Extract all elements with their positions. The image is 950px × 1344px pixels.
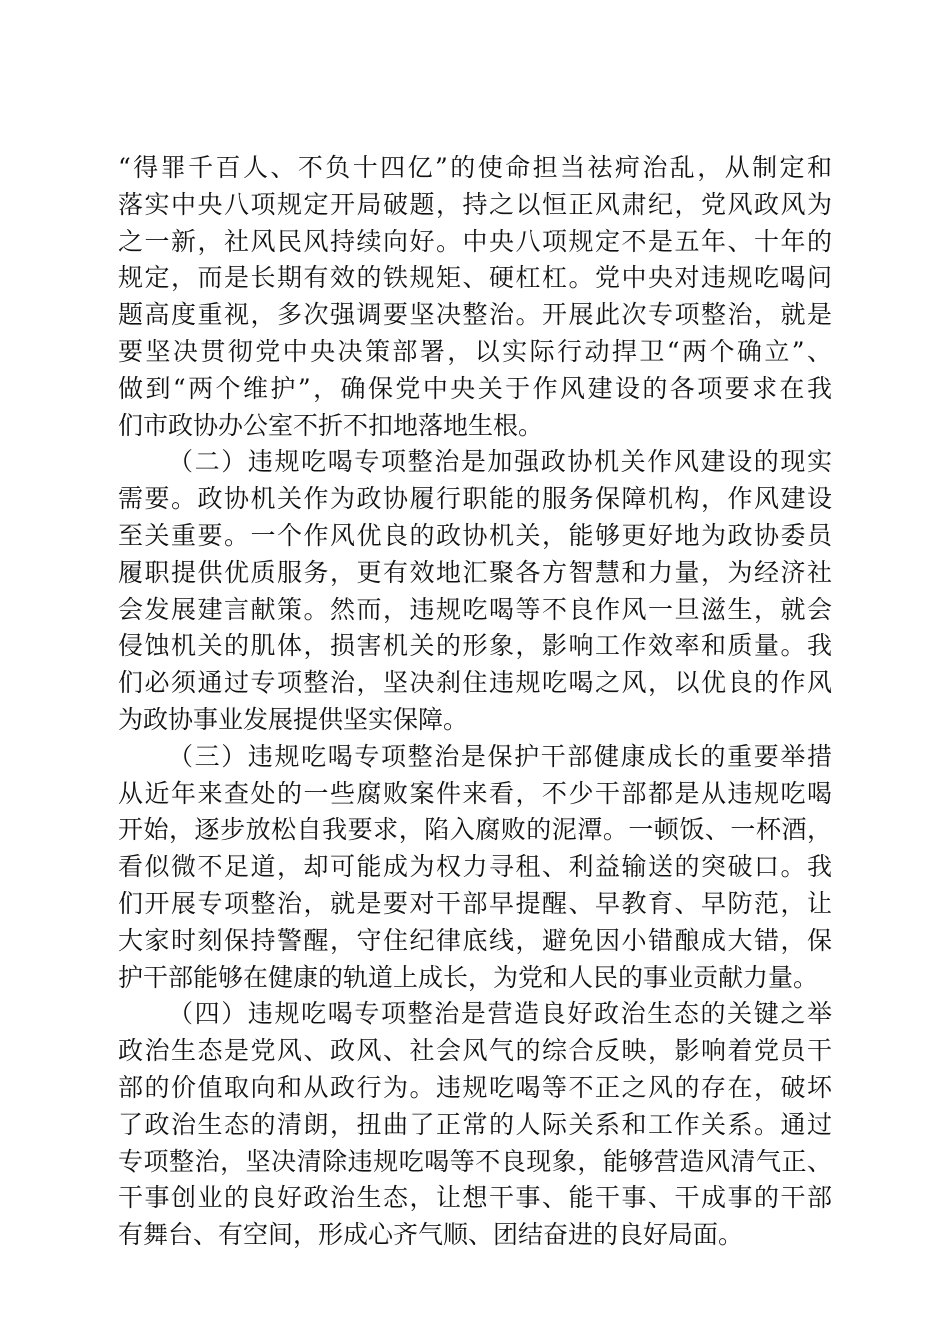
paragraph-line: 们开展专项整治，就是要对干部早提醒、早教育、早防范，让	[118, 888, 832, 918]
paragraph-line: 规定，而是长期有效的铁规矩、硬杠杠。党中央对违规吃喝问	[118, 263, 832, 293]
section-heading-line	[118, 444, 832, 481]
paragraph-line: 会发展建言献策。然而，违规吃喝等不良作风一旦滋生，就会	[118, 594, 832, 624]
document-body	[118, 150, 832, 1254]
paragraph-line: 大家时刻保持警醒，守住纪律底线，避免因小错酿成大错，保	[118, 925, 832, 955]
paragraph-line: 之一新，社风民风持续向好。中央八项规定不是五年、十年的	[118, 226, 832, 256]
paragraph-line: 干事创业的良好政治生态，让想干事、能干事、干成事的干部	[118, 1183, 832, 1213]
paragraph-line: 侵蚀机关的肌体，损害机关的形象，影响工作效率和质量。我	[118, 631, 832, 661]
paragraph-line: 从近年来查处的一些腐败案件来看，不少干部都是从违规吃喝	[118, 778, 832, 808]
paragraph-line: 护干部能够在健康的轨道上成长，为党和人民的事业贡献力量。	[118, 962, 819, 992]
paragraph-line: 开始，逐步放松自我要求，陷入腐败的泥潭。一顿饭、一杯酒，	[118, 815, 832, 845]
paragraph-line: 部的价值取向和从政行为。违规吃喝等不正之风的存在，破坏	[118, 1072, 832, 1102]
paragraph-line: “得罪千百人、不负十四亿”的使命担当祛疴治乱，从制定和	[118, 153, 832, 182]
paragraph-line: 看似微不足道，却可能成为权力寻租、利益输送的突破口。我	[118, 852, 832, 882]
paragraph-line: 需要。政协机关作为政协履行职能的服务保障机构，作风建设	[118, 484, 832, 514]
paragraph-line: 题高度重视，多次强调要坚决整治。开展此次专项整治，就是	[118, 300, 832, 330]
paragraph-line: 至关重要。一个作风优良的政协机关，能够更好地为政协委员	[118, 520, 832, 550]
paragraph-line: 要坚决贯彻党中央决策部署，以实际行动捍卫“两个确立”、	[118, 336, 832, 366]
section-heading-text: （四）违规吃喝专项整治是营造良好政治生态的关键之举	[168, 999, 832, 1029]
section-heading-line	[118, 996, 832, 1033]
paragraph-line: 做到“两个维护”，确保党中央关于作风建设的各项要求在我	[118, 373, 832, 403]
paragraph-line: 们必须通过专项整治，坚决刹住违规吃喝之风，以优良的作风	[118, 668, 832, 698]
section-heading-line	[118, 739, 832, 776]
section-heading-text: （二）违规吃喝专项整治是加强政协机关作风建设的现实	[168, 447, 832, 477]
paragraph-line: 为政协事业发展提供坚实保障。	[118, 704, 469, 734]
paragraph-line: 履职提供优质服务，更有效地汇聚各方智慧和力量，为经济社	[118, 557, 832, 587]
paragraph-line: 们市政协办公室不折不扣地落地生根。	[118, 410, 544, 440]
paragraph-line: 落实中央八项规定开局破题，持之以恒正风肃纪，党风政风为	[118, 189, 832, 219]
paragraph-line: 专项整治，坚决清除违规吃喝等不良现象，能够营造风清气正、	[118, 1146, 832, 1176]
paragraph-line: 有舞台、有空间，形成心齐气顺、团结奋进的良好局面。	[118, 1220, 744, 1250]
paragraph-line: 了政治生态的清朗，扭曲了正常的人际关系和工作关系。通过	[118, 1109, 832, 1139]
section-heading-text: （三）违规吃喝专项整治是保护干部健康成长的重要举措	[168, 741, 832, 771]
paragraph-line: 政治生态是党风、政风、社会风气的综合反映，影响着党员干	[118, 1036, 832, 1066]
